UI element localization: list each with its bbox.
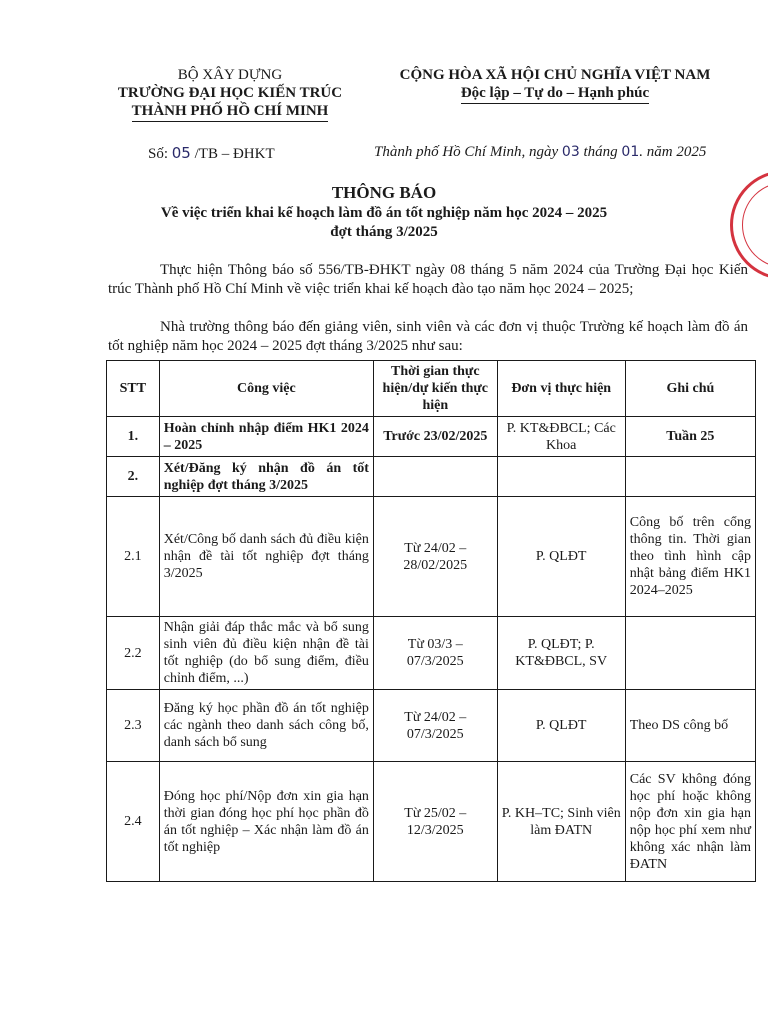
table-row — [107, 417, 756, 457]
row-note: Tuần 25 — [625, 417, 755, 457]
row-stt: 2.4 — [107, 762, 160, 882]
row-time: Từ 24/02 – 07/3/2025 — [373, 690, 497, 762]
row-unit: P. QLĐT — [497, 690, 625, 762]
dateline — [374, 144, 706, 161]
table-row — [107, 762, 756, 882]
doc-number-prefix: Số: — [148, 146, 169, 162]
row-note: Các SV không đóng học phí hoặc không nộp đơn xin gia hạn nộp học phí xem như không xác nhận làm ĐATN — [625, 762, 755, 882]
header-stt: STT — [107, 361, 160, 417]
row-note: Theo DS công bố — [625, 690, 755, 762]
document-subtitle-line2: đợt tháng 3/2025 — [330, 224, 438, 240]
table-header-row — [107, 361, 756, 417]
header-note: Ghi chú — [625, 361, 755, 417]
table-row — [107, 690, 756, 762]
row-unit: P. KT&ĐBCL; Các Khoa — [497, 417, 625, 457]
document-number — [148, 144, 275, 163]
country-name: CỘNG HÒA XÃ HỘI CHỦ NGHĨA VIỆT NAM — [399, 67, 711, 83]
national-header — [380, 66, 730, 104]
notice-paragraph: Nhà trường thông báo đến giảng viên, sinh viên và các đơn vị thuộc Trường kế hoạch làm đồ án tốt nghiệp năm học 2024 – 2025 đợt tháng 3/2025 như sau: — [108, 319, 748, 354]
row-unit: P. QLĐT; P. KT&ĐBCL, SV — [497, 617, 625, 690]
dateline-day: 03 — [561, 144, 580, 160]
row-work: Xét/Đăng ký nhận đồ án tốt nghiệp đợt tháng 3/2025 — [159, 457, 373, 497]
row-stt: 2. — [107, 457, 160, 497]
row-work: Đóng học phí/Nộp đơn xin gia hạn thời gian đóng học phí học phần đồ án tốt nghiệp – Xác nhận làm đồ án tốt nghiệp — [159, 762, 373, 882]
row-work: Hoàn chỉnh nhập điểm HK1 2024 – 2025 — [159, 417, 373, 457]
school-name-line2: THÀNH PHỐ HỒ CHÍ MINH — [132, 102, 329, 122]
issuer-block — [100, 66, 360, 122]
ministry-name: BỘ XÂY DỰNG — [177, 67, 283, 83]
plan-table — [106, 360, 756, 882]
document-subtitle-line1: Về việc triển khai kế hoạch làm đồ án tốt nghiệp năm học 2024 – 2025 — [160, 205, 608, 221]
header-work: Công việc — [159, 361, 373, 417]
row-stt: 2.2 — [107, 617, 160, 690]
row-note — [625, 457, 755, 497]
doc-number-suffix: /TB – ĐHKT — [194, 146, 275, 162]
row-time: Từ 24/02 – 28/02/2025 — [373, 497, 497, 617]
row-stt: 1. — [107, 417, 160, 457]
intro-paragraph: Thực hiện Thông báo số 556/TB-ĐHKT ngày 08 tháng 5 năm 2024 của Trường Đại học Kiến trúc Thành phố Hồ Chí Minh về việc triển khai kế hoạch đào tạo năm học 2024 – 2025; — [108, 262, 748, 297]
row-unit: P. QLĐT — [497, 497, 625, 617]
row-time — [373, 457, 497, 497]
row-unit — [497, 457, 625, 497]
school-name-line1: TRƯỜNG ĐẠI HỌC KIẾN TRÚC — [117, 85, 343, 101]
row-work: Đăng ký học phần đồ án tốt nghiệp các ngành theo danh sách công bố, danh sách bổ sung — [159, 690, 373, 762]
header-unit: Đơn vị thực hiện — [497, 361, 625, 417]
row-note: Công bố trên cổng thông tin. Thời gian theo tình hình cập nhật bảng điểm HK1 2024–2025 — [625, 497, 755, 617]
national-motto: Độc lập – Tự do – Hạnh phúc — [461, 84, 649, 104]
dateline-month-label: tháng — [583, 144, 618, 160]
dateline-month: 01 — [621, 144, 640, 160]
row-time: Từ 25/02 – 12/3/2025 — [373, 762, 497, 882]
dateline-year: . năm 2025 — [639, 144, 707, 160]
row-time: Từ 03/3 – 07/3/2025 — [373, 617, 497, 690]
row-stt: 2.3 — [107, 690, 160, 762]
row-stt: 2.1 — [107, 497, 160, 617]
table-row — [107, 497, 756, 617]
header-time: Thời gian thực hiện/dự kiến thực hiện — [373, 361, 497, 417]
row-work: Nhận giải đáp thắc mắc và bổ sung sinh viên đủ điều kiện nhận đề tài tốt nghiệp (do bổ sung điểm, điều chỉnh điểm, ...) — [159, 617, 373, 690]
document-title: THÔNG BÁO — [331, 183, 437, 202]
doc-number-handwritten: 05 — [171, 144, 191, 162]
row-note — [625, 617, 755, 690]
row-unit: P. KH–TC; Sinh viên làm ĐATN — [497, 762, 625, 882]
dateline-place: Thành phố Hồ Chí Minh, ngày — [374, 144, 559, 160]
table-row — [107, 617, 756, 690]
row-work: Xét/Công bố danh sách đủ điều kiện nhận đề tài tốt nghiệp đợt tháng 3/2025 — [159, 497, 373, 617]
row-time: Trước 23/02/2025 — [373, 417, 497, 457]
table-row — [107, 457, 756, 497]
